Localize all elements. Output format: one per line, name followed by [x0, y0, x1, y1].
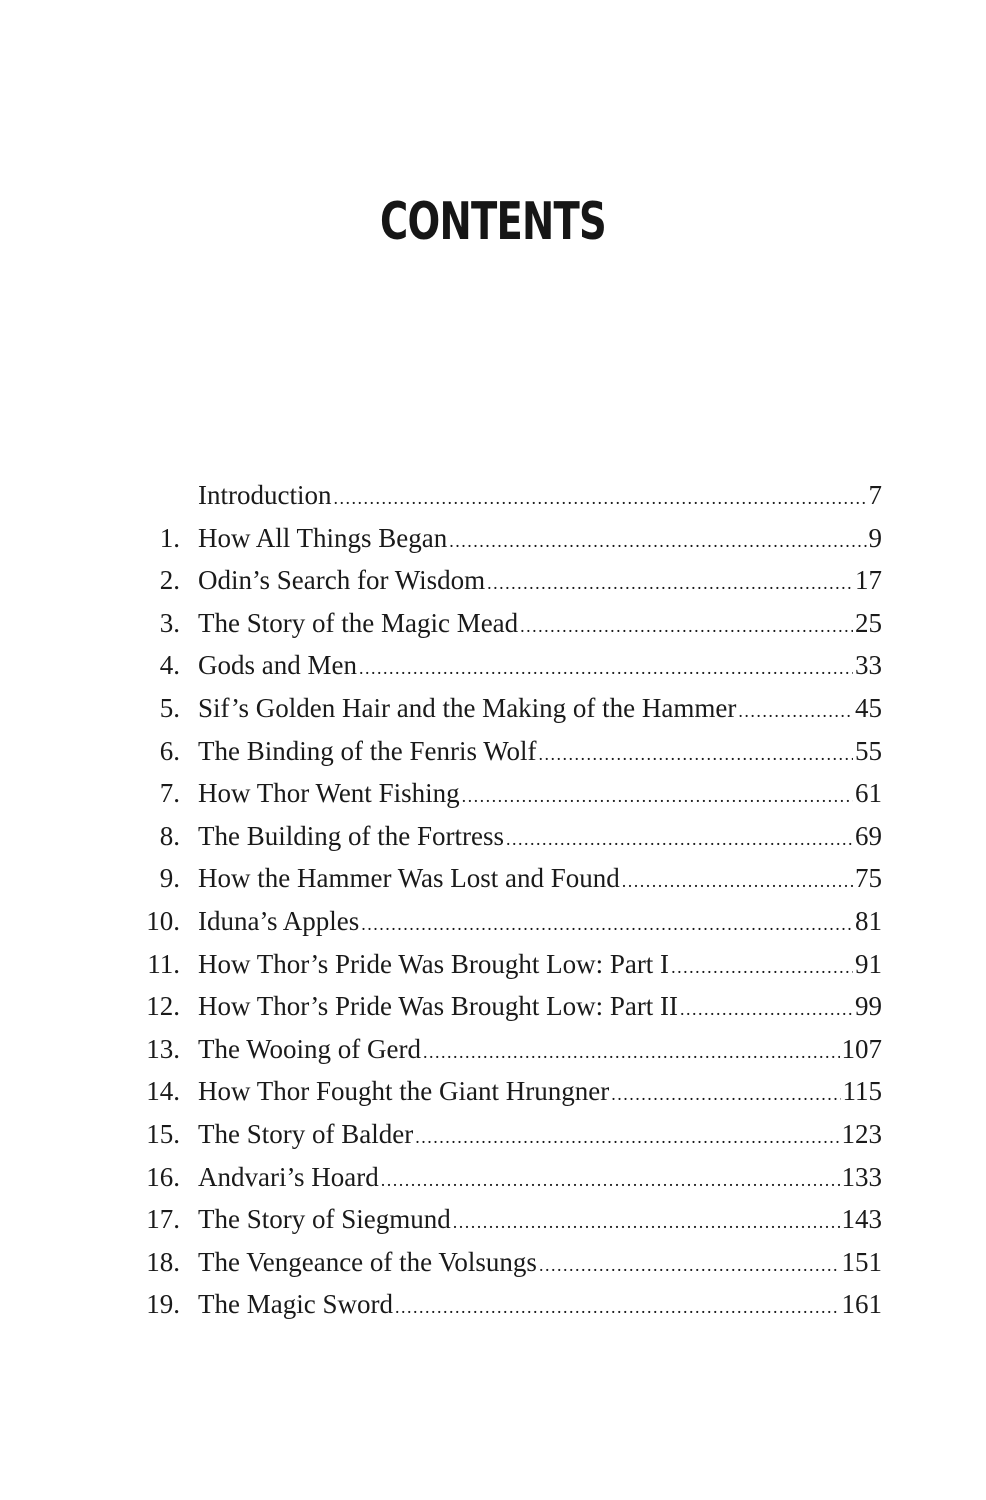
toc-entry — [120, 474, 882, 517]
entry-title: Odin’s Search for Wisdom — [198, 565, 486, 596]
entry-title: The Story of Siegmund — [198, 1204, 451, 1235]
entry-page: 17 — [855, 565, 882, 596]
dot-leader — [415, 1116, 839, 1159]
entry-number: 6. — [159, 735, 180, 766]
entry-page: 61 — [855, 778, 882, 809]
dot-leader — [539, 733, 853, 776]
dot-leader — [361, 903, 853, 946]
entry-title: The Story of the Magic Mead — [198, 607, 519, 638]
toc-entry — [120, 687, 882, 730]
entry-page: 45 — [855, 692, 882, 723]
entry-number: 18. — [146, 1246, 180, 1277]
entry-title: Gods and Men — [198, 650, 357, 681]
entry-page: 81 — [855, 905, 882, 936]
entry-number: 15. — [146, 1118, 180, 1149]
entry-number: 14. — [146, 1076, 180, 1107]
entry-page: 161 — [841, 1289, 882, 1320]
toc-entry — [120, 1070, 882, 1113]
entry-page: 7 — [868, 480, 882, 510]
table-of-contents — [120, 474, 882, 1326]
entry-number: 9. — [159, 863, 180, 894]
dot-leader — [539, 1244, 840, 1287]
entry-number: 11. — [147, 948, 180, 979]
entry-title: How Thor Went Fishing — [198, 778, 460, 809]
entry-page: 55 — [855, 735, 882, 766]
entry-page: 9 — [868, 522, 882, 553]
entry-title: How Thor’s Pride Was Brought Low: Part II — [198, 991, 679, 1022]
entry-page: 25 — [855, 607, 882, 638]
toc-entry — [120, 857, 882, 900]
toc-entry — [120, 730, 882, 773]
dot-leader — [738, 690, 853, 733]
dot-leader — [671, 946, 853, 989]
toc-entry — [120, 1156, 882, 1199]
entry-title: The Wooing of Gerd — [198, 1033, 422, 1064]
entry-number: 10. — [146, 905, 180, 936]
toc-entry — [120, 815, 882, 858]
toc-entry — [120, 1198, 882, 1241]
entry-number: 3. — [159, 607, 180, 638]
dot-leader — [622, 860, 853, 903]
toc-entry — [120, 900, 882, 943]
entry-title: The Binding of the Fenris Wolf — [198, 735, 537, 766]
toc-entry — [120, 943, 882, 986]
dot-leader — [395, 1286, 840, 1329]
toc-entry — [120, 1113, 882, 1156]
entry-title: Andvari’s Hoard — [198, 1161, 379, 1192]
entry-page: 33 — [855, 650, 882, 681]
toc-entry — [120, 985, 882, 1028]
entry-title: The Story of Balder — [198, 1118, 414, 1149]
dot-leader — [462, 775, 853, 818]
dot-leader — [506, 818, 853, 861]
dot-leader — [359, 647, 853, 690]
entry-title: The Magic Sword — [198, 1289, 393, 1320]
dot-leader — [333, 477, 866, 520]
dot-leader — [520, 605, 853, 648]
toc-entry — [120, 517, 882, 560]
entry-number: 1. — [159, 522, 180, 553]
entry-number: 16. — [146, 1161, 180, 1192]
entry-page: 151 — [841, 1246, 882, 1277]
dot-leader — [611, 1073, 840, 1116]
entry-title: The Vengeance of the Volsungs — [198, 1246, 537, 1277]
page-title: CONTENTS — [380, 192, 606, 252]
entry-page: 91 — [855, 948, 882, 979]
entry-title: How Thor Fought the Giant Hrungner — [198, 1076, 610, 1107]
toc-entry — [120, 644, 882, 687]
entry-page: 75 — [855, 863, 882, 894]
dot-leader — [449, 520, 866, 563]
dot-leader — [423, 1031, 839, 1074]
entry-page: 133 — [841, 1161, 882, 1192]
dot-leader — [381, 1159, 840, 1202]
entry-title: Introduction — [198, 480, 332, 510]
entry-number: 4. — [159, 650, 180, 681]
entry-title: Iduna’s Apples — [198, 905, 360, 936]
toc-entry — [120, 1241, 882, 1284]
entry-title: Sif’s Golden Hair and the Making of the Hammer — [198, 692, 737, 723]
entry-page: 115 — [842, 1076, 882, 1107]
entry-number: 13. — [146, 1033, 180, 1064]
toc-entry — [120, 1283, 882, 1326]
toc-entry — [120, 1028, 882, 1071]
entry-title: How All Things Began — [198, 522, 448, 553]
dot-leader — [487, 562, 853, 605]
entry-number: 7. — [159, 778, 180, 809]
entry-number: 12. — [146, 991, 180, 1022]
entry-title: How the Hammer Was Lost and Found — [198, 863, 620, 894]
entry-page: 99 — [855, 991, 882, 1022]
entry-number: 2. — [159, 565, 180, 596]
entry-title: How Thor’s Pride Was Brought Low: Part I — [198, 948, 670, 979]
entry-page: 69 — [855, 820, 882, 851]
entry-number: 8. — [159, 820, 180, 851]
entry-number: 17. — [146, 1204, 180, 1235]
entry-title: The Building of the Fortress — [198, 820, 504, 851]
dot-leader — [453, 1201, 840, 1244]
dot-leader — [680, 988, 853, 1031]
entry-page: 123 — [841, 1118, 882, 1149]
toc-entry — [120, 559, 882, 602]
toc-entry — [120, 602, 882, 645]
entry-number: 19. — [146, 1289, 180, 1320]
entry-number: 5. — [159, 692, 180, 723]
toc-entry — [120, 772, 882, 815]
entry-page: 143 — [841, 1204, 882, 1235]
entry-page: 107 — [841, 1033, 882, 1064]
